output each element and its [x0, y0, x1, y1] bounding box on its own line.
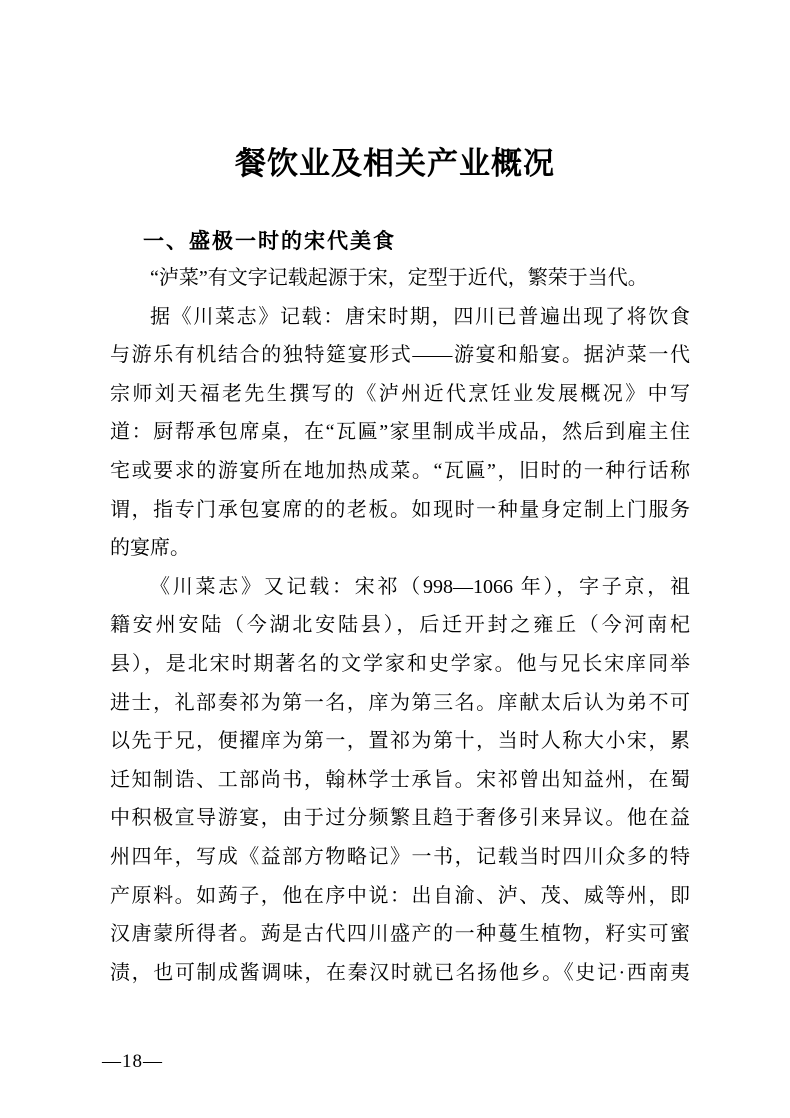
body-line: 县），是北宋时期著名的文学家和史学家。他与兄长宋庠同举 [110, 652, 690, 675]
body-line: 迁知制诰、工部尚书，翰林学士承旨。宋祁曾出知益州，在蜀 [110, 768, 690, 791]
body-text [110, 259, 690, 992]
body-line: 宅或要求的游宴所在地加热成菜。“瓦匾”，旧时的一种行话称 [110, 459, 690, 482]
body-line: 宗师刘天福老先生撰写的《泸州近代烹饪业发展概况》中写 [110, 382, 690, 405]
body-line: 的宴席。 [110, 537, 190, 560]
body-line: 与游乐有机结合的独特筵宴形式——游宴和船宴。据泸菜一代 [110, 344, 690, 367]
body-line: 州四年，写成《益部方物略记》一书，记载当时四川众多的特 [110, 845, 690, 868]
body-line: 籍安州安陆（今湖北安陆县），后迁开封之雍丘（今河南杞 [110, 614, 690, 637]
body-line: 谓，指专门承包宴席的的老板。如现时一种量身定制上门服务 [110, 498, 690, 521]
body-line: 道：厨帮承包席桌，在“瓦匾”家里制成半成品，然后到雇主住 [110, 421, 690, 444]
body-line: 《川菜志》又记载：宋祁（998—1066 年），字子京，祖 [150, 575, 690, 598]
body-line: 产原料。如蒟子，他在序中说：出自渝、泸、茂、威等州，即 [110, 884, 690, 907]
body-line: 渍，也可制成酱调味，在秦汉时就已名扬他乡。《史记·西南夷 [110, 961, 690, 984]
body-line: 进士，礼部奏祁为第一名，庠为第三名。庠献太后认为弟不可 [110, 691, 690, 714]
body-line: 以先于兄，便擢庠为第一，置祁为第十，当时人称大小宋，累 [110, 730, 690, 753]
body-line: 据《川菜志》记载：唐宋时期，四川已普遍出现了将饮食 [150, 305, 690, 328]
section-heading: 一、盛极一时的宋代美食 [143, 230, 396, 253]
body-line: 中积极宣导游宴，由于过分频繁且趋于奢侈引来异议。他在益 [110, 807, 690, 830]
page-number: —18— [102, 1051, 163, 1072]
body-line: 汉唐蒙所得者。蒟是古代四川盛产的一种蔓生植物，籽实可蜜 [110, 923, 690, 946]
body-line: “泸菜”有文字记载起源于宋，定型于近代，繁荣于当代。 [150, 267, 648, 289]
page-title: 餐饮业及相关产业概况 [235, 146, 555, 181]
